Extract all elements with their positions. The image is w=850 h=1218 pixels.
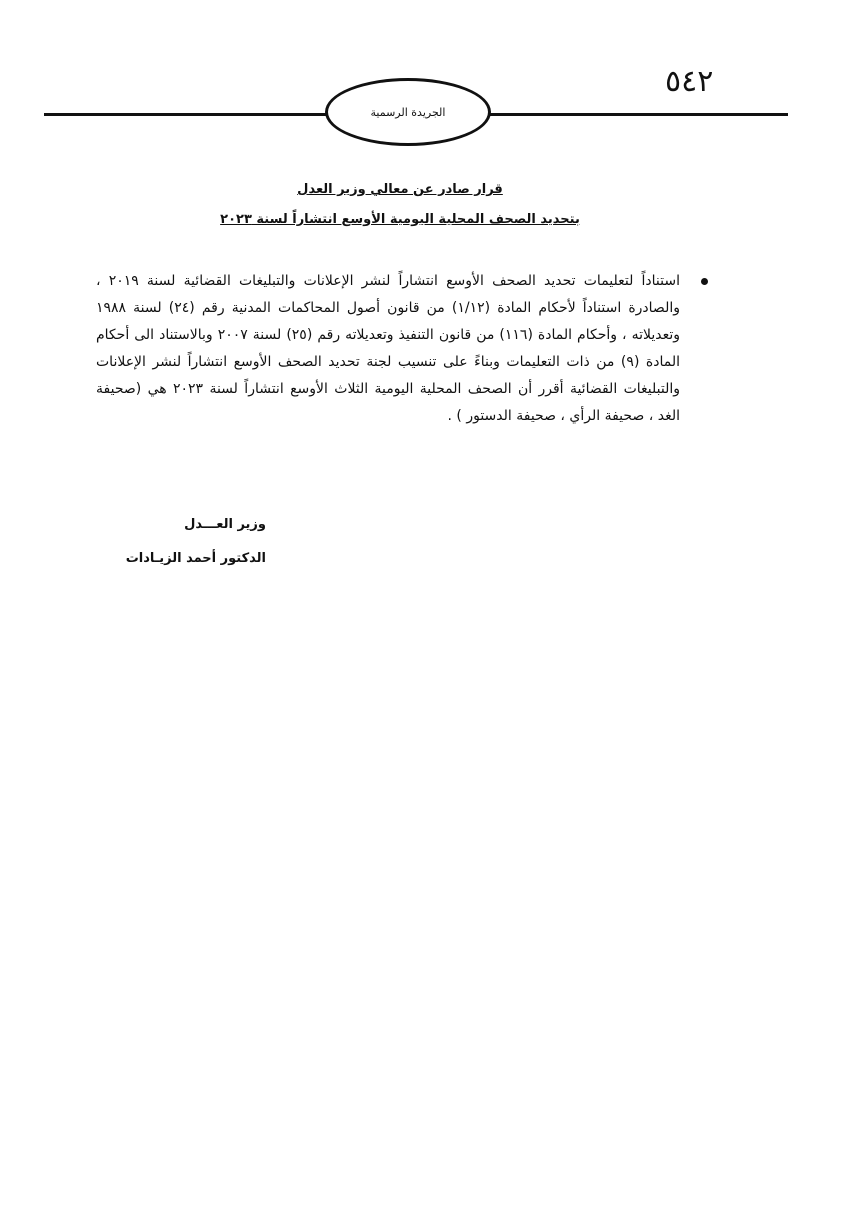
decision-body: [96, 268, 708, 430]
signatory-title: وزير العـــدل: [184, 517, 266, 532]
gazette-emblem: [325, 78, 491, 146]
decision-title: قرار صادر عن معالي وزير العدل: [297, 182, 503, 197]
signatory-name: الدكتور أحمد الزيـادات: [125, 551, 266, 566]
gazette-label: الجريدة الرسمية: [370, 105, 446, 119]
bullet-icon: [701, 278, 708, 285]
decision-subtitle: بتحديد الصحف المحلية اليومية الأوسع انتشاراً لسنة ٢٠٢٣: [220, 212, 580, 227]
page-number: ٥٤٢: [665, 64, 714, 99]
decision-body-text: استناداً لتعليمات تحديد الصحف الأوسع انتشاراً لنشر الإعلانات والتبليغات القضائية لسنة ٢٠١٩ ، والصادرة استناداً لأحكام المادة (١/١٢) من قانون أصول المحاكمات المدنية رقم (٢٤) لسنة ١٩٨٨ وتعديلاته ، وأحكام المادة (١١٦) من قانون التنفيذ وتعديلاته رقم (٢٥) لسنة ٢٠٠٧ وبالاستناد الى أحكام المادة (٩) من ذات التعليمات وبناءً على تنسيب لجنة تحديد الصحف الأوسع انتشاراً لنشر الإعلانات والتبليغات القضائية أقرر أن الصحف المحلية اليومية الثلاث الأوسع انتشاراً لسنة ٢٠٢٣ هي (صحيفة الغد ، صحيفة الرأي ، صحيفة الدستور ) .: [96, 273, 681, 424]
